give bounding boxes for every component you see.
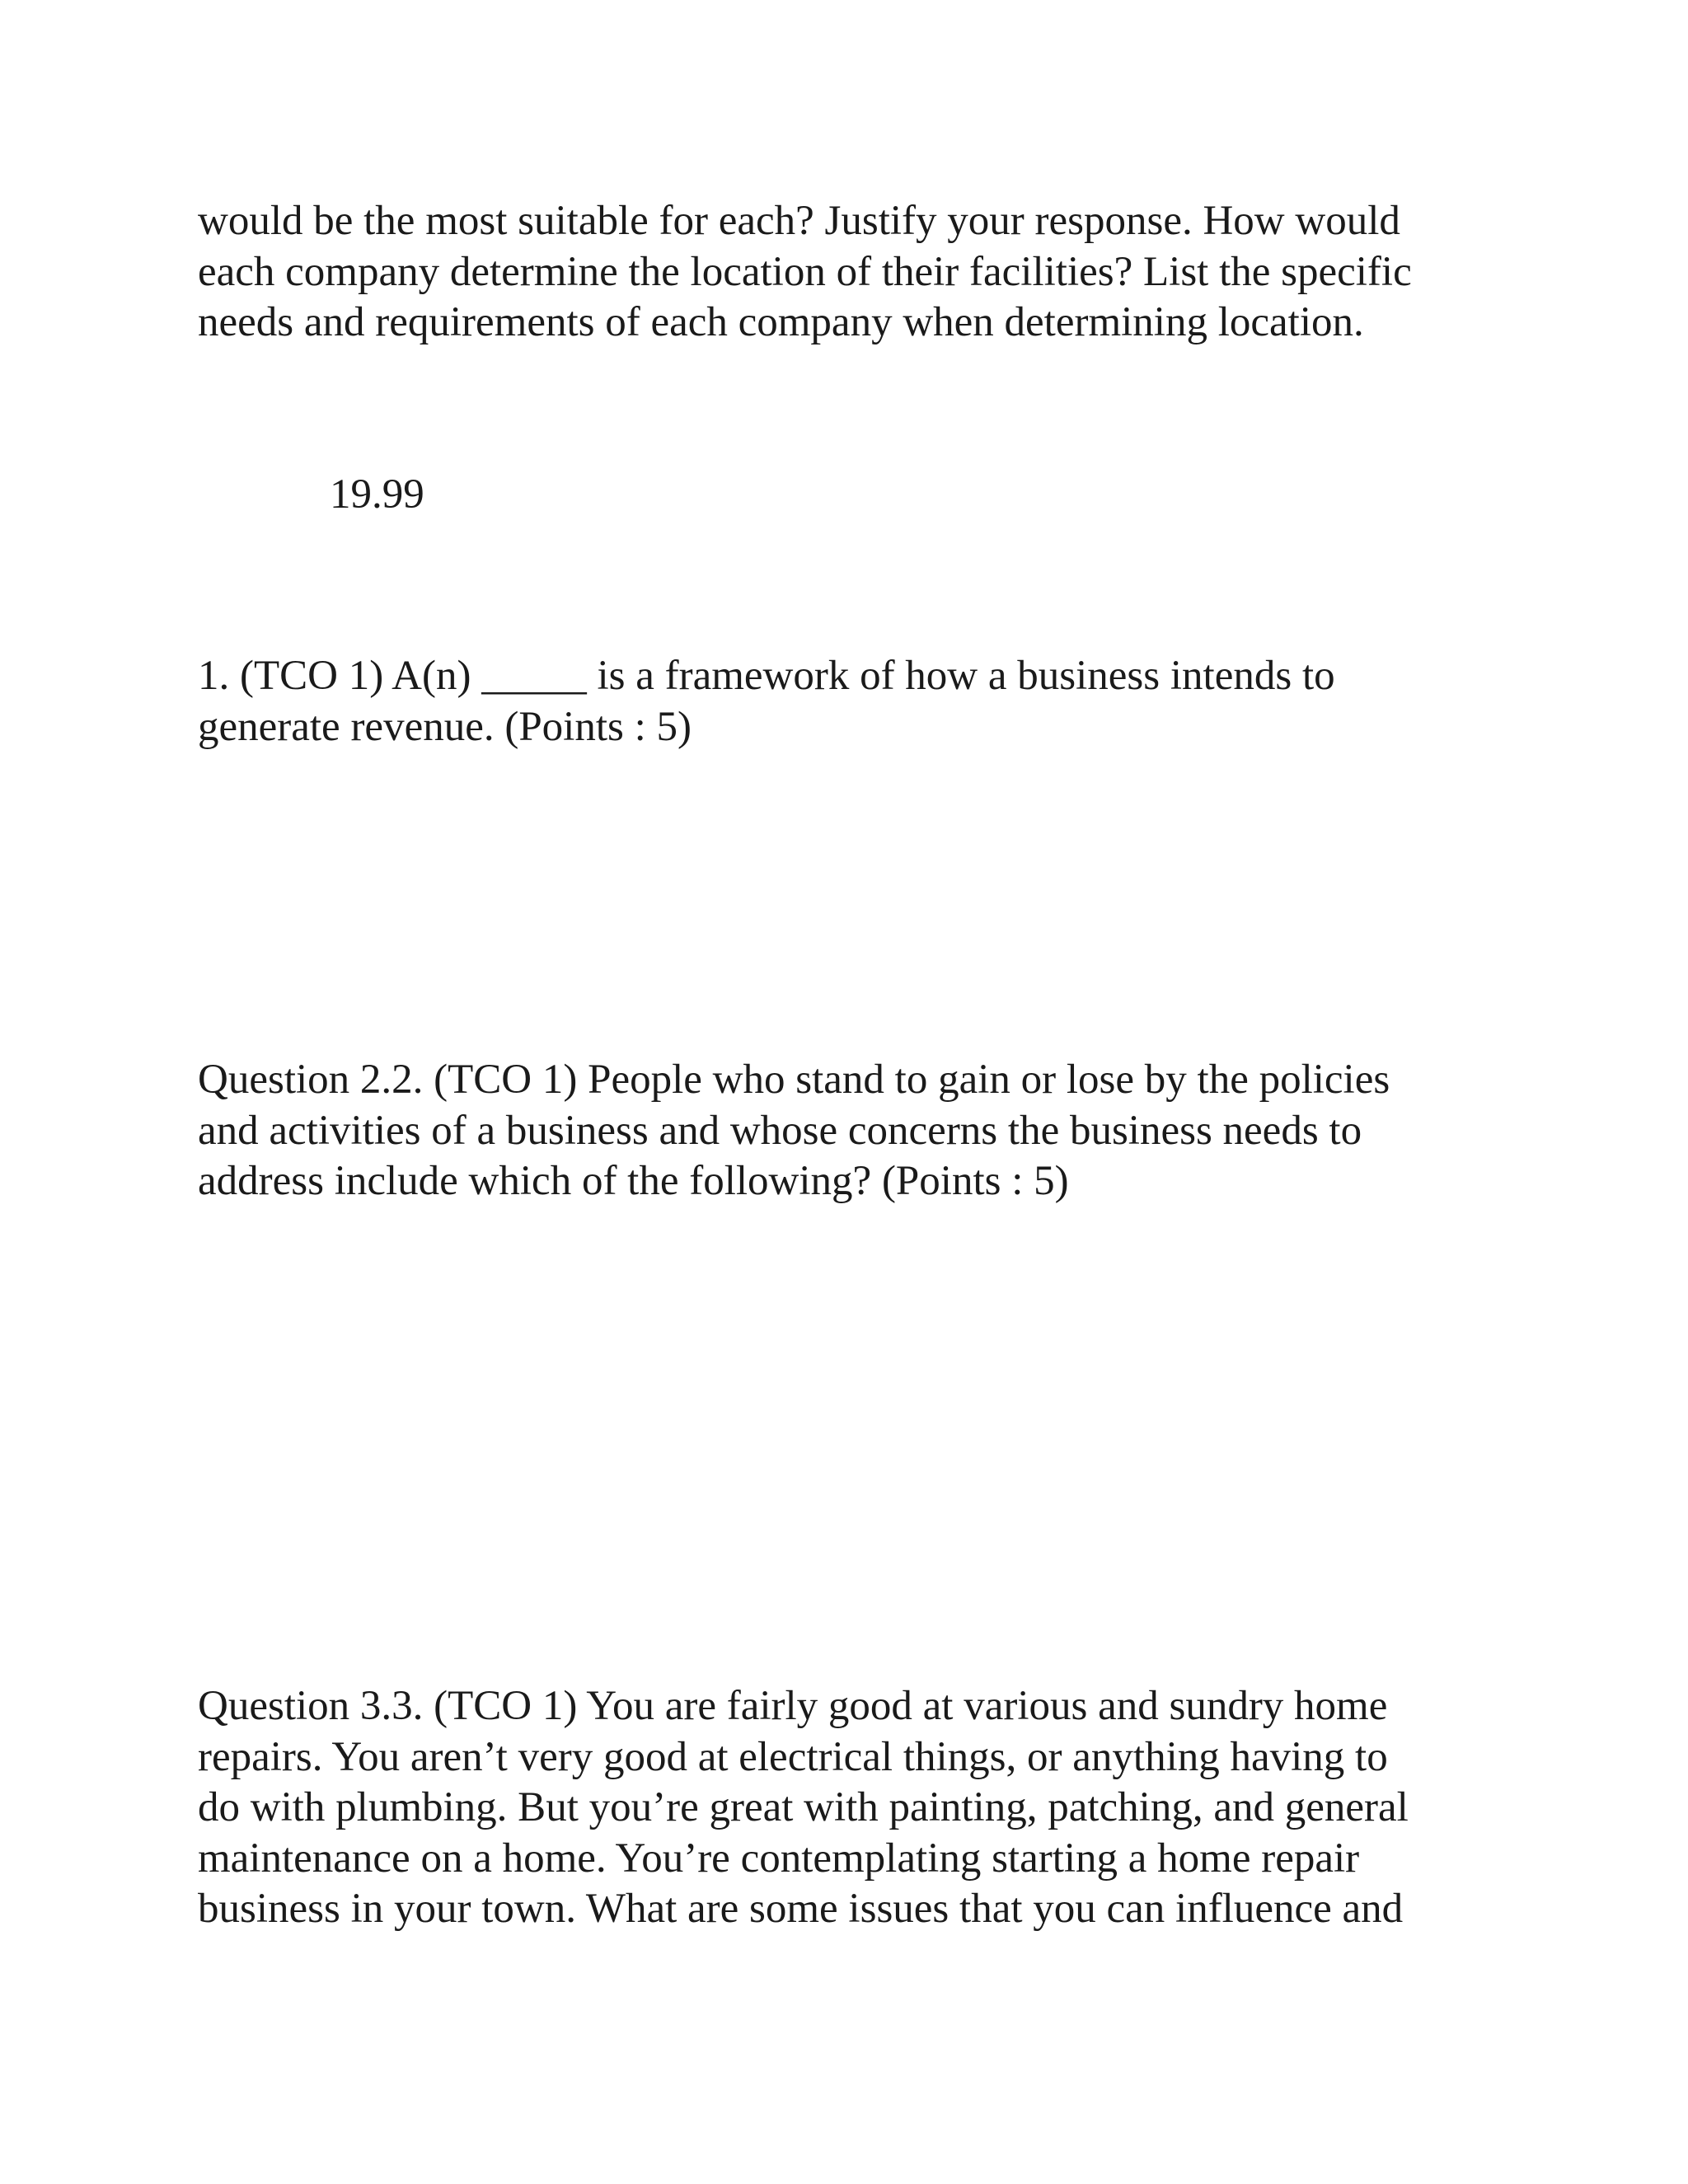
question-2-line: and activities of a business and whose concerns the business needs to [198,1107,1362,1154]
intro-line: needs and requirements of each company when determining location. [198,299,1364,345]
question-2-line: address include which of the following? (Points : 5) [198,1158,1069,1204]
question-2-line: Question 2.2. (TCO 1) People who stand to gain or lose by the policies [198,1057,1390,1103]
question-3 [198,1681,1484,1935]
question-1-line: 1. (TCO 1) A(n) _____ is a framework of how a business intends to [198,653,1335,699]
question-1 [198,651,1484,752]
question-1-line: generate revenue. (Points : 5) [198,703,692,750]
question-3-line: maintenance on a home. You’re contemplating starting a home repair [198,1835,1360,1882]
intro-paragraph [198,196,1484,349]
price-text [330,470,1615,521]
question-3-line: Question 3.3. (TCO 1) You are fairly good at various and sundry home [198,1683,1388,1729]
question-2 [198,1055,1484,1207]
question-3-line: business in your town. What are some issues that you can influence and [198,1886,1404,1932]
question-3-line: repairs. You aren’t very good at electrical things, or anything having to [198,1733,1388,1780]
intro-line: would be the most suitable for each? Justify your response. How would [198,198,1400,244]
intro-line: each company determine the location of their facilities? List the specific [198,248,1412,295]
question-3-line: do with plumbing. But you’re great with painting, patching, and general [198,1784,1409,1830]
price-value: 19.99 [330,471,424,518]
